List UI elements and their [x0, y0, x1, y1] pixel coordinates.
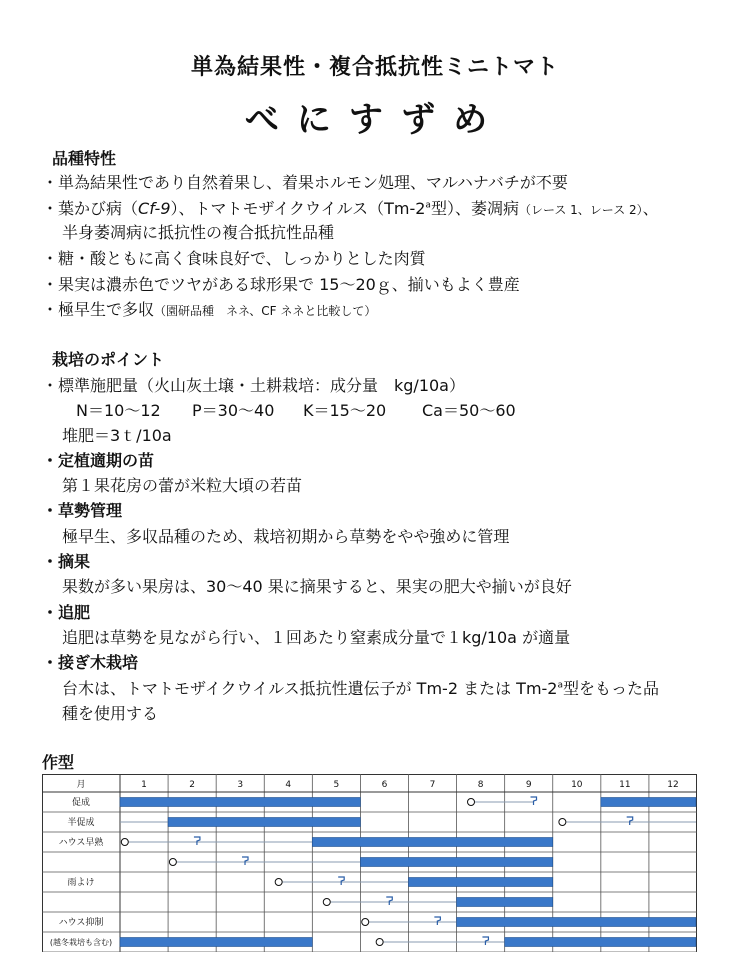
- trait-line-1: ・単為結果性であり自然着果し、着果ホルモン処理、マルハナバチが不要: [42, 173, 568, 192]
- planting-mark: [338, 877, 344, 885]
- planting-mark: [242, 857, 248, 865]
- graft-text-1-a: 台木は、トマトモザイクウイルス抵抗性遺伝子が Tm-2 または Tm-2: [62, 679, 558, 698]
- trait-line-6-b: （園研品種 ネネ、CF ネネと比較して）: [154, 304, 377, 318]
- harvest-bar: [457, 918, 696, 927]
- topdress-text: 追肥は草勢を見ながら行い、１回あたり窒素成分量で１kg/10a が適量: [62, 628, 571, 647]
- harvest-bar: [360, 858, 552, 867]
- month-label: 4: [285, 780, 292, 790]
- trait-line-2-race: （レース 1、レース 2）: [518, 203, 643, 217]
- planting-mark: [194, 837, 200, 845]
- trait-line-6-a: ・極早生で多収: [42, 300, 155, 319]
- harvest-bar: [120, 938, 312, 947]
- month-label: 9: [525, 780, 532, 790]
- month-header-label: 月: [76, 780, 86, 790]
- trait-line-2: [42, 196, 659, 219]
- planting-mark: [434, 917, 440, 925]
- row-label: ハウス抑制: [58, 918, 104, 928]
- trait-line-2-e: 型）、萎凋病: [430, 199, 519, 218]
- month-label: 7: [429, 780, 436, 790]
- month-label: 11: [619, 780, 631, 790]
- planting-mark: [627, 817, 633, 825]
- cropping-schedule-chart: [42, 774, 697, 952]
- harvest-bar: [457, 898, 553, 907]
- trait-line-6: [42, 297, 376, 320]
- fert-p: P＝30～40: [192, 401, 275, 420]
- vigor-title: ・草勢管理: [42, 501, 123, 520]
- topdress-title: ・追肥: [42, 603, 91, 622]
- cultivation-heading: 栽培のポイント: [52, 350, 165, 369]
- sowing-mark: [376, 939, 383, 946]
- month-label: 3: [237, 780, 244, 790]
- sowing-mark: [323, 899, 330, 906]
- harvest-bar: [120, 798, 360, 807]
- harvest-bar: [312, 838, 552, 847]
- harvest-bar: [601, 798, 696, 807]
- trait-line-2-sup: a: [425, 200, 431, 211]
- fert-ca: Ca＝50～60: [422, 401, 516, 420]
- row-label: 促成: [71, 798, 91, 808]
- sowing-mark: [559, 819, 566, 826]
- row-label: 雨よけ: [67, 878, 95, 888]
- sowing-mark: [275, 879, 282, 886]
- sowing-mark: [121, 839, 128, 846]
- trait-line-2-g: 、: [642, 199, 659, 218]
- harvest-bar: [168, 818, 360, 827]
- trait-line-3: 半身萎凋病に抵抗性の複合抵抗性品種: [62, 223, 335, 242]
- row-label: (越冬栽培も含む): [49, 938, 113, 947]
- planting-text: 第１果花房の蕾が米粒大頃の若苗: [62, 476, 303, 495]
- graft-text-1-sup: a: [557, 680, 563, 691]
- fert-n: N＝10～12: [76, 401, 161, 420]
- graft-text-1-c: 型をもった品: [563, 679, 660, 698]
- trait-line-4: ・糖・酸ともに高く食味良好で、しっかりとした肉質: [42, 249, 426, 268]
- planting-title: ・定植適期の苗: [42, 451, 155, 470]
- graft-text-2: 種を使用する: [62, 704, 159, 723]
- month-label: 2: [189, 780, 195, 790]
- month-label: 12: [667, 780, 679, 790]
- fert-k: K＝15～20: [303, 401, 387, 420]
- sowing-mark: [362, 919, 369, 926]
- fert-compost: 堆肥＝3ｔ/10a: [62, 426, 172, 445]
- trait-line-2-a: ・葉かび病（: [42, 199, 139, 218]
- month-label: 1: [141, 780, 147, 790]
- vigor-text: 極早生、多収品種のため、栽培初期から草勢をやや強めに管理: [62, 527, 510, 546]
- thinning-text: 果数が多い果房は、30～40 果に摘果すると、果実の肥大や揃いが良好: [62, 577, 572, 596]
- sowing-mark: [468, 799, 475, 806]
- harvest-bar: [505, 938, 696, 947]
- trait-line-5: ・果実は濃赤色でツヤがある球形果で 15～20ｇ、揃いもよく豊産: [42, 275, 520, 294]
- month-label: 10: [571, 780, 583, 790]
- variety-title: べにすずめ: [244, 100, 506, 140]
- graft-title: ・接ぎ木栽培: [42, 653, 139, 672]
- sowing-mark: [169, 859, 176, 866]
- fert-title: ・標準施肥量（火山灰土壌・土耕栽培：成分量 kg/10a）: [42, 376, 465, 395]
- trait-line-2-cf9: Cf-9: [138, 199, 171, 218]
- planting-mark: [531, 797, 537, 805]
- thinning-title: ・摘果: [42, 552, 91, 571]
- harvest-bar: [409, 878, 553, 887]
- schedule-heading: 作型: [42, 753, 75, 772]
- month-label: 8: [477, 780, 484, 790]
- planting-mark: [386, 897, 392, 905]
- month-label: 5: [333, 780, 340, 790]
- traits-heading: 品種特性: [52, 149, 117, 168]
- planting-mark: [482, 937, 488, 945]
- month-label: 6: [381, 780, 388, 790]
- row-label: ハウス早熟: [58, 838, 104, 848]
- row-label: 半促成: [67, 818, 95, 828]
- trait-line-2-c: ）、トマトモザイクウイルス（Tm-2: [170, 199, 426, 218]
- graft-text-1: [62, 676, 659, 699]
- subtitle: 単為結果性・複合抵抗性ミニトマト: [190, 55, 559, 80]
